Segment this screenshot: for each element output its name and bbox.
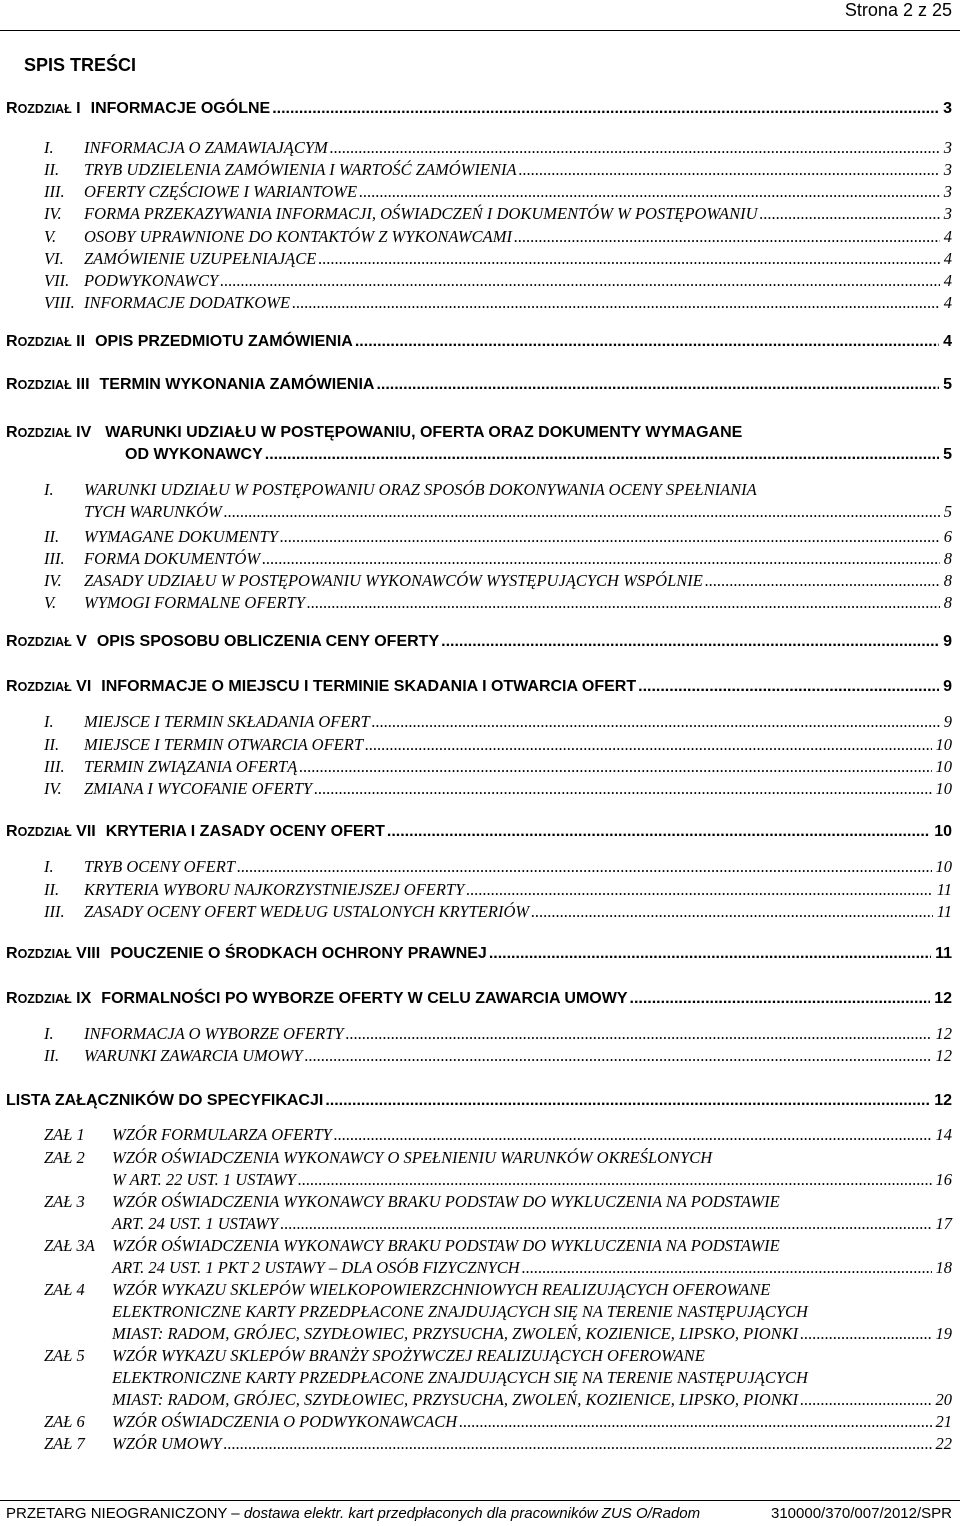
dot-leader <box>630 990 931 1008</box>
footer-divider <box>0 1500 960 1501</box>
attachment-line <box>112 1434 952 1454</box>
section-number: II. <box>44 527 60 546</box>
section-title: ZASADY OCENY OFERT WEDŁUG USTALONYCH KRYTERIÓW <box>84 902 530 921</box>
dot-leader <box>800 1324 931 1344</box>
page-ref: 16 <box>935 1170 952 1189</box>
page-ref: 5 <box>943 502 952 521</box>
section-number: II. <box>44 160 60 179</box>
chapter-label <box>6 376 90 394</box>
attachment-title: ART. 24 UST. 1 PKT 2 USTAWY – DLA OSÓB FIZYCZNYCH <box>112 1258 520 1277</box>
dot-leader <box>376 376 939 394</box>
page-ref: 8 <box>943 571 952 590</box>
attachment-code: ZAŁ 2 <box>44 1148 85 1167</box>
chapter-label <box>6 333 85 351</box>
section-heading <box>44 593 952 613</box>
chapter-heading-line1 <box>6 424 952 442</box>
chapter-label <box>6 990 91 1008</box>
dot-leader <box>365 735 931 755</box>
chapter-title: WARUNKI UDZIAŁU W POSTĘPOWANIU, OFERTA ORAZ DOKUMENTY WYMAGANE <box>105 424 743 441</box>
chapter-title: INFORMACJE OGÓLNE <box>90 100 271 117</box>
chapter-label-rest: OZDZIAŁ <box>17 947 72 961</box>
chapter-label-numeral: II <box>71 333 86 350</box>
section-number: I. <box>44 1024 54 1043</box>
chapter-label-initial: R <box>6 945 18 962</box>
section-heading <box>44 527 952 547</box>
page-ref: 10 <box>935 779 952 798</box>
section-number: III. <box>44 902 65 921</box>
attachment-line <box>112 1125 952 1145</box>
footer-left: PRZETARG NIEOGRANICZONY – dostawa elektr. kart przedpłaconych dla pracowników ZUS O/Radom <box>6 1505 701 1522</box>
section-title: MIEJSCE I TERMIN SKŁADANIA OFERT <box>84 712 370 731</box>
attachment-line <box>112 1214 952 1234</box>
dot-leader <box>466 880 932 900</box>
dot-leader <box>372 712 940 732</box>
chapter-heading <box>6 100 952 118</box>
page-ref: 11 <box>936 880 952 899</box>
dot-leader <box>459 1412 931 1432</box>
section-number: VI. <box>44 249 64 268</box>
chapter-label-initial: R <box>6 376 18 393</box>
section-number: I. <box>44 857 54 876</box>
page-number: Strona 2 z 25 <box>844 0 952 20</box>
section-number: I. <box>44 480 54 499</box>
chapter-label-numeral: V <box>71 633 87 650</box>
section-heading <box>44 902 952 922</box>
chapter-label-initial: R <box>6 633 18 650</box>
chapter-label-rest: OZDZIAŁ <box>17 680 72 694</box>
dot-leader <box>355 333 939 351</box>
chapter-title: INFORMACJE O MIEJSCU I TERMINIE SKADANIA I OTWARCIA OFERT <box>101 678 637 695</box>
section-title: TRYB UDZIELENIA ZAMÓWIENIA I WARTOŚĆ ZAMÓWIENIA <box>84 160 517 179</box>
chapter-heading <box>6 333 952 351</box>
section-heading <box>44 182 952 202</box>
toc-title: SPIS TREŚCI <box>24 55 137 75</box>
dot-leader <box>330 138 940 158</box>
page-ref: 4 <box>943 227 952 246</box>
page-ref: 3 <box>943 138 952 157</box>
dot-leader <box>220 271 940 291</box>
section-heading <box>44 735 952 755</box>
section-title: TERMIN ZWIĄZANIA OFERTĄ <box>84 757 298 776</box>
page-ref: 4 <box>943 293 952 312</box>
attachment-title: ELEKTRONICZNE KARTY PRZEDPŁACONE ZNAJDUJĄCYCH SIĘ NA TERENIE NASTĘPUJĄCYCH <box>112 1302 808 1321</box>
page-ref: 20 <box>935 1390 952 1409</box>
attachment-title: WZÓR OŚWIADCZENIA WYKONAWCY BRAKU PODSTAW DO WYKLUCZENIA NA PODSTAWIE <box>112 1192 780 1211</box>
section-title: PODWYKONAWCY <box>84 271 219 290</box>
chapter-heading <box>6 823 952 841</box>
attachment-title: WZÓR WYKAZU SKLEPÓW BRANŻY SPOŻYWCZEJ REALIZUJĄCYCH OFEROWANE <box>112 1346 705 1365</box>
dot-leader <box>489 945 931 963</box>
section-title: TRYB OCENY OFERT <box>84 857 235 876</box>
section-number: I. <box>44 138 54 157</box>
section-heading <box>44 271 952 291</box>
chapter-label-numeral: IV <box>71 424 92 441</box>
page-ref: 6 <box>943 527 952 546</box>
section-title: INFORMACJE DODATKOWE <box>84 293 291 312</box>
section-title: WYMOGI FORMALNE OFERTY <box>84 593 305 612</box>
section-title: INFORMACJA O WYBORZE OFERTY <box>84 1024 344 1043</box>
chapter-title-cont: OD WYKONAWCY <box>125 446 263 463</box>
section-heading <box>44 160 952 180</box>
chapter-label <box>6 633 87 651</box>
page-ref: 8 <box>943 593 952 612</box>
section-heading <box>44 249 952 269</box>
page-ref: 3 <box>943 100 952 117</box>
section-heading <box>44 138 952 158</box>
dot-leader <box>638 678 939 696</box>
dot-leader <box>314 779 931 799</box>
dot-leader <box>387 823 930 841</box>
chapter-label-rest: OZDZIAŁ <box>17 635 72 649</box>
dot-leader <box>346 1024 932 1044</box>
chapter-label-rest: OZDZIAŁ <box>17 426 72 440</box>
attachment-code: ZAŁ 3 <box>44 1192 85 1211</box>
dot-leader <box>307 593 940 613</box>
attachment-title: WZÓR UMOWY <box>112 1434 222 1453</box>
section-heading <box>44 1046 952 1066</box>
chapter-label-initial: R <box>6 333 18 350</box>
page-ref: 12 <box>934 1092 952 1109</box>
section-number: IV. <box>44 571 62 590</box>
section-title: ZAMÓWIENIE UZUPEŁNIAJĄCE <box>84 249 317 268</box>
section-number: IV. <box>44 779 62 798</box>
section-title-cont: TYCH WARUNKÓW <box>84 502 222 521</box>
chapter-heading-line2 <box>125 446 952 464</box>
chapter-label-initial: R <box>6 823 18 840</box>
chapter-label-numeral: IX <box>71 990 92 1007</box>
attachment-code: ZAŁ 4 <box>44 1280 85 1299</box>
dot-leader <box>298 1170 932 1190</box>
chapter-heading <box>6 633 952 651</box>
chapter-title: FORMALNOŚCI PO WYBORZE OFERTY W CELU ZAWARCIA UMOWY <box>101 990 628 1007</box>
section-title: INFORMACJA O ZAMAWIAJĄCYM <box>84 138 328 157</box>
chapter-label <box>6 823 96 841</box>
section-title: MIEJSCE I TERMIN OTWARCIA OFERT <box>84 735 364 754</box>
dot-leader <box>292 293 940 313</box>
section-heading <box>44 757 952 777</box>
chapter-label-initial: R <box>6 100 18 117</box>
footer-right: 310000/370/007/2012/SPR <box>771 1505 952 1522</box>
attachment-code: ZAŁ 1 <box>44 1125 85 1144</box>
chapter-label <box>6 424 91 442</box>
page-ref: 12 <box>934 990 952 1007</box>
page-ref: 11 <box>935 945 952 962</box>
attachment-line <box>112 1258 952 1278</box>
page-ref: 19 <box>935 1324 952 1343</box>
page-ref: 9 <box>943 633 952 650</box>
page-ref: 14 <box>935 1125 952 1144</box>
page-ref: 12 <box>935 1024 952 1043</box>
section-heading <box>44 293 952 313</box>
dot-leader <box>441 633 939 651</box>
section-title: OFERTY CZĘŚCIOWE I WARIANTOWE <box>84 182 358 201</box>
page-ref: 3 <box>943 160 952 179</box>
dot-leader <box>265 446 939 464</box>
page-ref: 10 <box>935 735 952 754</box>
chapter-label-numeral: VII <box>71 823 96 840</box>
section-heading-line1 <box>44 480 952 500</box>
attachment-line <box>112 1170 952 1190</box>
dot-leader <box>334 1125 932 1145</box>
section-number: I. <box>44 712 54 731</box>
page-ref: 8 <box>943 549 952 568</box>
section-title: FORMA DOKUMENTÓW <box>84 549 261 568</box>
chapter-label-initial: R <box>6 678 18 695</box>
chapter-label-rest: OZDZIAŁ <box>17 378 72 392</box>
chapter-heading <box>6 376 952 394</box>
attachment-code: ZAŁ 5 <box>44 1346 85 1365</box>
dot-leader <box>800 1390 931 1410</box>
page-ref: 9 <box>943 678 952 695</box>
section-title: WARUNKI UDZIAŁU W POSTĘPOWANIU ORAZ SPOSÓB DOKONYWANIA OCENY SPEŁNIANIA <box>84 480 757 499</box>
section-number: III. <box>44 182 65 201</box>
dot-leader <box>280 527 940 547</box>
section-heading <box>44 779 952 799</box>
attachment-title: WZÓR OŚWIADCZENIA O PODWYKONAWCACH <box>112 1412 458 1431</box>
chapter-title: OPIS PRZEDMIOTU ZAMÓWIENIA <box>95 333 353 350</box>
attachment-line <box>112 1412 952 1432</box>
attachment-line <box>112 1390 952 1410</box>
page-ref: 5 <box>943 446 952 463</box>
attachment-title: WZÓR OŚWIADCZENIA WYKONAWCY BRAKU PODSTAW DO WYKLUCZENIA NA PODSTAWIE <box>112 1236 780 1255</box>
page-ref: 10 <box>935 857 952 876</box>
section-title: WYMAGANE DOKUMENTY <box>84 527 278 546</box>
chapter-label-numeral: VIII <box>71 945 101 962</box>
section-heading <box>44 1024 952 1044</box>
dot-leader <box>272 100 939 118</box>
section-title: FORMA PRZEKAZYWANIA INFORMACJI, OŚWIADCZEŃ I DOKUMENTÓW W POSTĘPOWANIU <box>84 204 758 223</box>
chapter-label-rest: OZDZIAŁ <box>17 992 72 1006</box>
page-ref: 11 <box>936 902 952 921</box>
section-heading <box>44 712 952 732</box>
chapter-label <box>6 678 91 696</box>
section-number: V. <box>44 593 57 612</box>
chapter-label <box>6 945 100 963</box>
chapter-title: TERMIN WYKONANIA ZAMÓWIENIA <box>99 376 375 393</box>
chapter-heading <box>6 678 952 696</box>
section-number: V. <box>44 227 57 246</box>
dot-leader <box>514 227 940 247</box>
section-number: III. <box>44 549 65 568</box>
attachment-title: W ART. 22 UST. 1 USTAWY <box>112 1170 296 1189</box>
chapter-heading <box>6 945 952 963</box>
attachment-title: WZÓR WYKAZU SKLEPÓW WIELKOPOWIERZCHNIOWYCH REALIZUJĄCYCH OFEROWANE <box>112 1280 771 1299</box>
chapter-label-numeral: VI <box>71 678 92 695</box>
dot-leader <box>325 1092 930 1110</box>
page-ref: 10 <box>934 823 952 840</box>
attachments-heading <box>6 1092 952 1110</box>
dot-leader <box>299 757 931 777</box>
dot-leader <box>224 1434 932 1454</box>
dot-leader <box>519 160 940 180</box>
attachment-title: ELEKTRONICZNE KARTY PRZEDPŁACONE ZNAJDUJĄCYCH SIĘ NA TERENIE NASTĘPUJĄCYCH <box>112 1368 808 1387</box>
chapter-heading <box>6 990 952 1008</box>
attachment-code: ZAŁ 6 <box>44 1412 85 1431</box>
dot-leader <box>760 204 940 224</box>
attachment-title: MIAST: RADOM, GRÓJEC, SZYDŁOWIEC, PRZYSUCHA, ZWOLEŃ, KOZIENICE, LIPSKO, PIONKI <box>112 1390 799 1409</box>
dot-leader <box>318 249 939 269</box>
dot-leader <box>705 571 940 591</box>
chapter-label-rest: OZDZIAŁ <box>17 335 72 349</box>
page-ref: 18 <box>935 1258 952 1277</box>
section-number: II. <box>44 735 60 754</box>
page-ref: 9 <box>943 712 952 731</box>
chapter-label <box>6 100 81 118</box>
section-heading <box>44 204 952 224</box>
dot-leader <box>531 902 933 922</box>
page-ref: 3 <box>943 182 952 201</box>
section-heading <box>44 549 952 569</box>
attachment-code: ZAŁ 7 <box>44 1434 85 1453</box>
page-ref: 3 <box>943 204 952 223</box>
footer <box>6 1505 952 1522</box>
chapter-label-rest: OZDZIAŁ <box>17 102 72 116</box>
section-number: III. <box>44 757 65 776</box>
dot-leader <box>224 502 940 522</box>
section-title: OSOBY UPRAWNIONE DO KONTAKTÓW Z WYKONAWCAMI <box>84 227 512 246</box>
attachments-title: LISTA ZAŁĄCZNIKÓW DO SPECYFIKACJI <box>6 1092 324 1109</box>
chapter-label-numeral: I <box>71 100 81 117</box>
section-heading <box>44 857 952 877</box>
chapter-title: KRYTERIA I ZASADY OCENY OFERT <box>105 823 385 840</box>
attachment-title: WZÓR OŚWIADCZENIA WYKONAWCY O SPEŁNIENIU WARUNKÓW OKREŚLONYCH <box>112 1148 713 1167</box>
section-heading <box>44 227 952 247</box>
chapter-label-initial: R <box>6 990 18 1007</box>
attachment-title: WZÓR FORMULARZA OFERTY <box>112 1125 332 1144</box>
chapter-label-rest: OZDZIAŁ <box>17 825 72 839</box>
attachment-title: MIAST: RADOM, GRÓJEC, SZYDŁOWIEC, PRZYSUCHA, ZWOLEŃ, KOZIENICE, LIPSKO, PIONKI <box>112 1324 799 1343</box>
dot-leader <box>280 1214 931 1234</box>
page-ref: 4 <box>943 271 952 290</box>
dot-leader <box>237 857 932 877</box>
attachment-title: ART. 24 UST. 1 USTAWY <box>112 1214 279 1233</box>
section-title: ZMIANA I WYCOFANIE OFERTY <box>84 779 313 798</box>
section-heading-line2 <box>84 502 952 522</box>
section-number: II. <box>44 880 60 899</box>
page-ref: 10 <box>935 757 952 776</box>
page-ref: 22 <box>935 1434 952 1453</box>
section-title: WARUNKI ZAWARCIA UMOWY <box>84 1046 303 1065</box>
section-title: ZASADY UDZIAŁU W POSTĘPOWANIU WYKONAWCÓW WYSTĘPUJĄCYCH WSPÓLNIE <box>84 571 703 590</box>
dot-leader <box>522 1258 932 1278</box>
attachment-line <box>112 1324 952 1344</box>
chapter-label-numeral: III <box>71 376 90 393</box>
dot-leader <box>262 549 940 569</box>
chapter-title: POUCZENIE O ŚRODKACH OCHRONY PRAWNEJ <box>110 945 487 962</box>
page-ref: 21 <box>935 1412 952 1431</box>
chapter-title: OPIS SPOSOBU OBLICZENIA CENY OFERTY <box>96 633 440 650</box>
header-divider <box>0 30 960 31</box>
section-title: KRYTERIA WYBORU NAJKORZYSTNIEJSZEJ OFERTY <box>84 880 465 899</box>
chapter-label-initial: R <box>6 424 18 441</box>
page-ref: 4 <box>943 333 952 350</box>
section-number: II. <box>44 1046 60 1065</box>
page-ref: 4 <box>943 249 952 268</box>
section-number: VIII. <box>44 293 75 312</box>
page-ref: 17 <box>935 1214 952 1233</box>
section-number: VII. <box>44 271 70 290</box>
section-heading <box>44 571 952 591</box>
page-ref: 12 <box>935 1046 952 1065</box>
page-ref: 5 <box>943 376 952 393</box>
section-number: IV. <box>44 204 62 223</box>
dot-leader <box>359 182 940 202</box>
section-heading <box>44 880 952 900</box>
dot-leader <box>305 1046 932 1066</box>
attachment-code: ZAŁ 3A <box>44 1236 95 1255</box>
